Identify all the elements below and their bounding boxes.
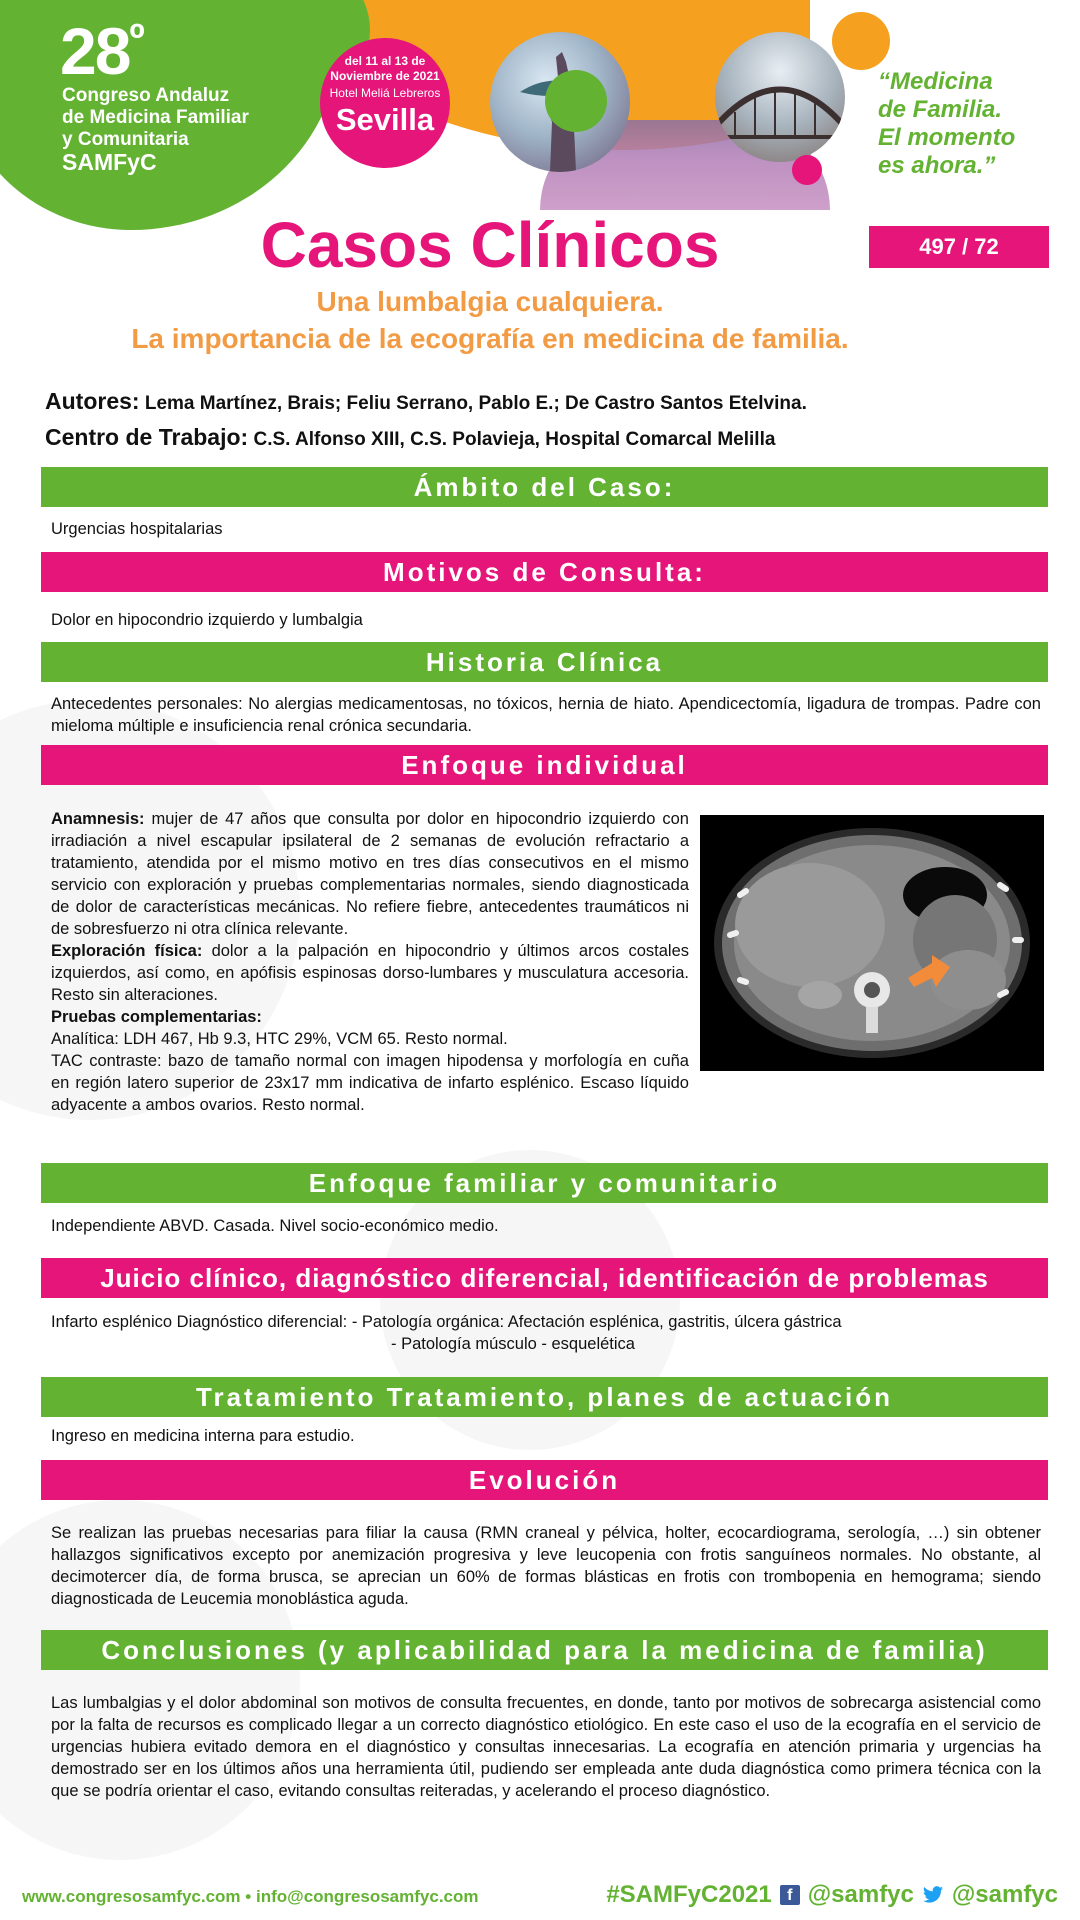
section-text-ambito: Urgencias hospitalarias — [51, 520, 223, 538]
section-header-conclusiones: Conclusiones (y aplicabilidad para la medicina de familia) — [41, 1630, 1048, 1670]
anamnesis-label: Anamnesis: — [51, 810, 145, 828]
ct-scan-image — [700, 815, 1044, 1071]
section-header-tratamiento: Tratamiento Tratamiento, planes de actuación — [41, 1377, 1048, 1417]
congress-number: $28^º$ — [60, 14, 143, 88]
date-line: Noviembre de 2021 — [330, 69, 440, 83]
section-header-motivos: Motivos de Consulta: — [41, 552, 1048, 592]
pink-dot — [792, 155, 822, 185]
congress-name-line: y Comunitaria — [62, 129, 189, 150]
bridge-detail-photo — [715, 32, 845, 162]
footer-social — [606, 1880, 1058, 1910]
date-line: del 11 al 13 de — [344, 54, 426, 68]
workplace — [45, 424, 775, 453]
section-text-enfoque-familiar: Independiente ABVD. Casada. Nivel socio-económico medio. — [51, 1217, 499, 1235]
juicio-line: Infarto esplénico Diagnóstico diferencial: - Patología orgánica: Afectación esplénica, gastritis, úlcera gástrica — [51, 1313, 842, 1331]
section-header-juicio: Juicio clínico, diagnóstico diferencial, identificación de problemas — [41, 1258, 1048, 1298]
authors-label: Autores: — [45, 388, 140, 414]
green-dot — [545, 70, 607, 132]
hashtag: #SAMFyC2021 — [606, 1881, 772, 1908]
section-header-enfoque-individual: Enfoque individual — [41, 745, 1048, 785]
section-text-motivos: Dolor en hipocondrio izquierdo y lumbalgia — [51, 611, 363, 629]
section-header-evolucion: Evolución — [41, 1460, 1048, 1500]
subtitle-line: Una lumbalgia cualquiera. — [316, 286, 664, 317]
city: Sevilla — [335, 102, 435, 137]
section-text-tratamiento: Ingreso en medicina interna para estudio. — [51, 1427, 355, 1445]
motto-line: El momento — [878, 124, 1016, 151]
exploracion-label: Exploración física: — [51, 942, 203, 960]
section-header-historia: Historia Clínica — [41, 642, 1048, 682]
motto-line: “Medicina — [878, 68, 993, 95]
email-link[interactable]: info@congresosamfyc.com — [255, 1887, 479, 1906]
exploracion-paragraph — [51, 940, 689, 1006]
subtitle-line: La importancia de la ecografía en medicina de familia. — [131, 323, 849, 354]
juicio-line: - Patología músculo - esquelética — [391, 1335, 635, 1353]
congress-short-name: SAMFyC — [62, 149, 157, 175]
anamnesis-paragraph — [51, 808, 689, 940]
congress-name-line: de Medicina Familiar — [62, 107, 249, 128]
motto-line: es ahora.” — [878, 152, 996, 179]
anamnesis-text: mujer de 47 años que consulta por dolor en hipocondrio izquierdo con irradiación a nivel escapular ipsilateral de 2 semanas de evolución refractario a tratamiento, atendida por el mismo motivo en tres días consecutivos en el mismo servicio con exploración y pruebas complementarias normales, siendo diagnosticada de dolor de características mecánicas. No refiere fiebre, antecedentes traumáticos ni de sobresfuerzo ni otra clínica relevante. — [51, 810, 689, 938]
orange-dot — [832, 12, 890, 70]
analitica-text: Analítica: LDH 467, Hb 9.3, HTC 29%, VCM 65. Resto normal. — [51, 1030, 508, 1048]
case-subtitle — [0, 283, 980, 357]
section-header-enfoque-familiar: Enfoque familiar y comunitario — [41, 1163, 1048, 1203]
authors-value: Lema Martínez, Brais; Feliu Serrano, Pablo E.; De Castro Santos Etelvina. — [144, 393, 807, 414]
pruebas-paragraph — [51, 1006, 689, 1028]
page-title: Casos Clínicos — [260, 209, 720, 281]
case-id-badge: 497 / 72 — [869, 226, 1049, 268]
twitter-icon[interactable] — [922, 1884, 944, 1906]
section-text-juicio — [51, 1311, 1041, 1355]
facebook-icon[interactable]: f — [780, 1885, 800, 1905]
congress-name-line: Congreso Andaluz — [62, 85, 230, 106]
section-header-ambito: Ámbito del Caso: — [41, 467, 1048, 507]
section-text-conclusiones: Las lumbalgias y el dolor abdominal son motivos de consulta frecuentes, en donde, tanto por motivos de sobrecarga asistencial como por la falta de recursos es complicado llegar a un correcto diagnóstico etiológico. En este caso el uso de la ecografía en el servicio de urgencias hubiera evitado demora en el diagnóstico y consultas innecesarias. La ecografía en atención primaria y urgencias ha demostrado ser en los últimos años una herramienta útil, pudiendo ser empleada ante duda diagnóstica como primera técnica con la que se podría orientar el caso, evitando consultas reiteradas, y acelerando el proceso diagnóstico. — [51, 1694, 1041, 1800]
workplace-value: C.S. Alfonso XIII, C.S. Polavieja, Hospital Comarcal Melilla — [253, 429, 776, 450]
footer-separator: • — [245, 1887, 252, 1906]
workplace-label: Centro de Trabajo: — [45, 424, 249, 450]
motto-line: de Familia. — [878, 96, 1003, 123]
tac-text: TAC contraste: bazo de tamaño normal con imagen hipodensa y morfología en cuña en región latero superior de 23x17 mm indicativa de infarto esplénico. Escaso líquido adyacente a ambos ovarios. Resto normal. — [51, 1052, 689, 1114]
enfoque-individual-text — [51, 808, 689, 1116]
footer-contact — [22, 1886, 479, 1908]
exploracion-text: dolor a la palpación en hipocondrio y últimos arcos costales izquierdos, así como, en apófisis espinosas dorso-lumbares y musculatura accesoria. Resto sin alteraciones. — [51, 942, 689, 1004]
twitter-handle[interactable]: @samfyc — [951, 1881, 1058, 1908]
facebook-handle[interactable]: @samfyc — [807, 1881, 914, 1908]
date-badge — [320, 38, 450, 168]
venue: Hotel Meliá Lebreros — [329, 86, 441, 100]
motto — [878, 68, 1058, 180]
pruebas-label: Pruebas complementarias: — [51, 1008, 262, 1026]
website-link[interactable]: www.congresosamfyc.com — [22, 1887, 241, 1906]
authors — [45, 388, 807, 417]
header-banner — [0, 0, 1080, 215]
section-text-historia: Antecedentes personales: No alergias medicamentosas, no tóxicos, hernia de hiato. Apendicectomía, ligadura de trompas. Padre con mieloma múltiple e insuficiencia renal crónica secundaria. — [51, 695, 1041, 735]
congress-name — [62, 85, 282, 173]
section-text-evolucion: Se realizan las pruebas necesarias para filiar la causa (RMN craneal y pélvica, holter, ecocardiograma, serología, …) sin obtener hallazgos significativos excepto por anemización progresiva y leve leucopenia con frotis sanguíneos normales. No obstante, al decimotercer día, de forma brusca, se aprecian un 60% de formas blásticas en frotis con trombopenia en hemograma; siendo diagnosticada de Leucemia monoblástica aguda. — [51, 1524, 1041, 1608]
